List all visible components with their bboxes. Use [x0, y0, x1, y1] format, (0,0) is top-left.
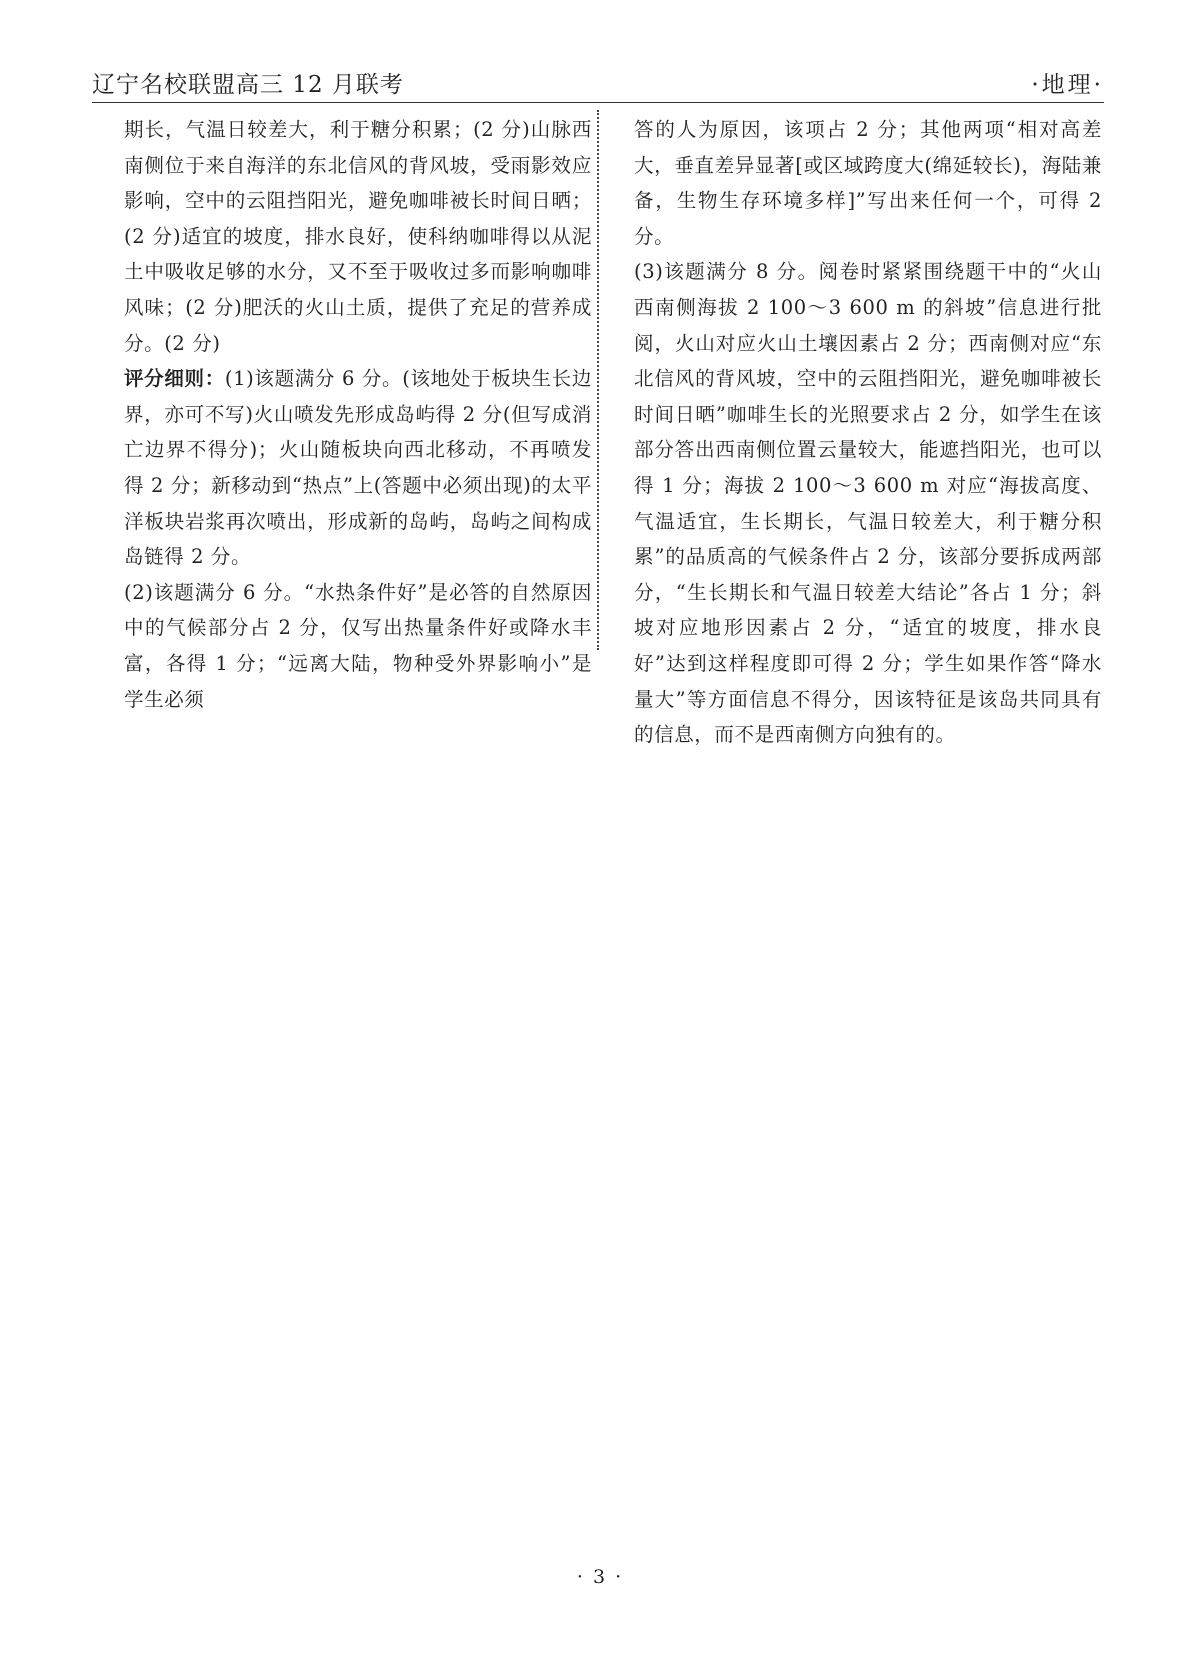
exam-title: 辽宁名校联盟高三 12 月联考 [92, 72, 404, 98]
answer-continuation: 期长，气温日较差大，利于糖分积累；(2 分)山脉西南侧位于来自海洋的东北信风的背风坡，受雨影效应影响，空中的云阻挡阳光，避免咖啡被长时间日晒；(2 分)适宜的坡度，排水良好，使科纳咖啡得以从泥土中吸收足够的水分，又不至于吸收过多而影响咖啡风味；(2 分)肥沃的火山土质，提供了充足的营养成分。(2 分) [124, 118, 592, 355]
rubric-text-1: (1)该题满分 6 分。(该地处于板块生长边界，亦可不写)火山喷发先形成岛屿得 2 分(但写成消亡边界不得分)；火山随板块向西北移动，不再喷发得 2 分；新移动到“热点”上(答题中必须出现)的太平洋板块岩浆再次喷出，形成新的岛屿，岛屿之间构成岛链得 2 分。 [124, 367, 592, 569]
page-header [92, 64, 1104, 103]
column-divider [597, 110, 599, 650]
left-column [124, 112, 592, 717]
subject-label: ·地理· [1031, 72, 1104, 98]
rubric-paragraph-2: (2)该题满分 6 分。“水热条件好”是必答的自然原因中的气候部分占 2 分，仅写出热量条件好或降水丰富，各得 1 分；“远离大陆，物种受外界影响小”是学生必须 [124, 580, 592, 711]
rubric-paragraph-1 [124, 361, 592, 575]
rubric-label: 评分细则： [124, 367, 225, 391]
rubric-paragraph-3: (3)该题满分 8 分。阅卷时紧紧围绕题干中的“火山西南侧海拔 2 100～3 600 m 的斜坡”信息进行批阅，火山对应火山土壤因素占 2 分；西南侧对应“东北信风的背风坡，空中的云阻挡阳光，避免咖啡被长时间日晒”咖啡生长的光照要求占 2 分，如学生在该部分答出西南侧位置云量较大，能遮挡阳光，也可以得 1 分；海拔 2 100～3 600 m 对应“海拔高度、气温适宜，生长期长，气温日较差大，利于糖分积累”的品质高的气候条件占 2 分，该部分要拆成两部分，“生长期长和气温日较差大结论”各占 1 分；斜坡对应地形因素占 2 分，“适宜的坡度，排水良好”达到这样程度即可得 2 分；学生如果作答“降水量大”等方面信息不得分，因该特征是该岛共同具有的信息，而不是西南侧方向独有的。 [634, 260, 1102, 747]
rubric-paragraph-2-continued: 答的人为原因，该项占 2 分；其他两项“相对高差大，垂直差异显著[或区域跨度大(绵延较长)，海陆兼备，生物生存环境多样]”写出来任何一个，可得 2 分。 [634, 118, 1102, 248]
right-column [634, 112, 1102, 753]
page-number: · 3 · [576, 1566, 624, 1588]
